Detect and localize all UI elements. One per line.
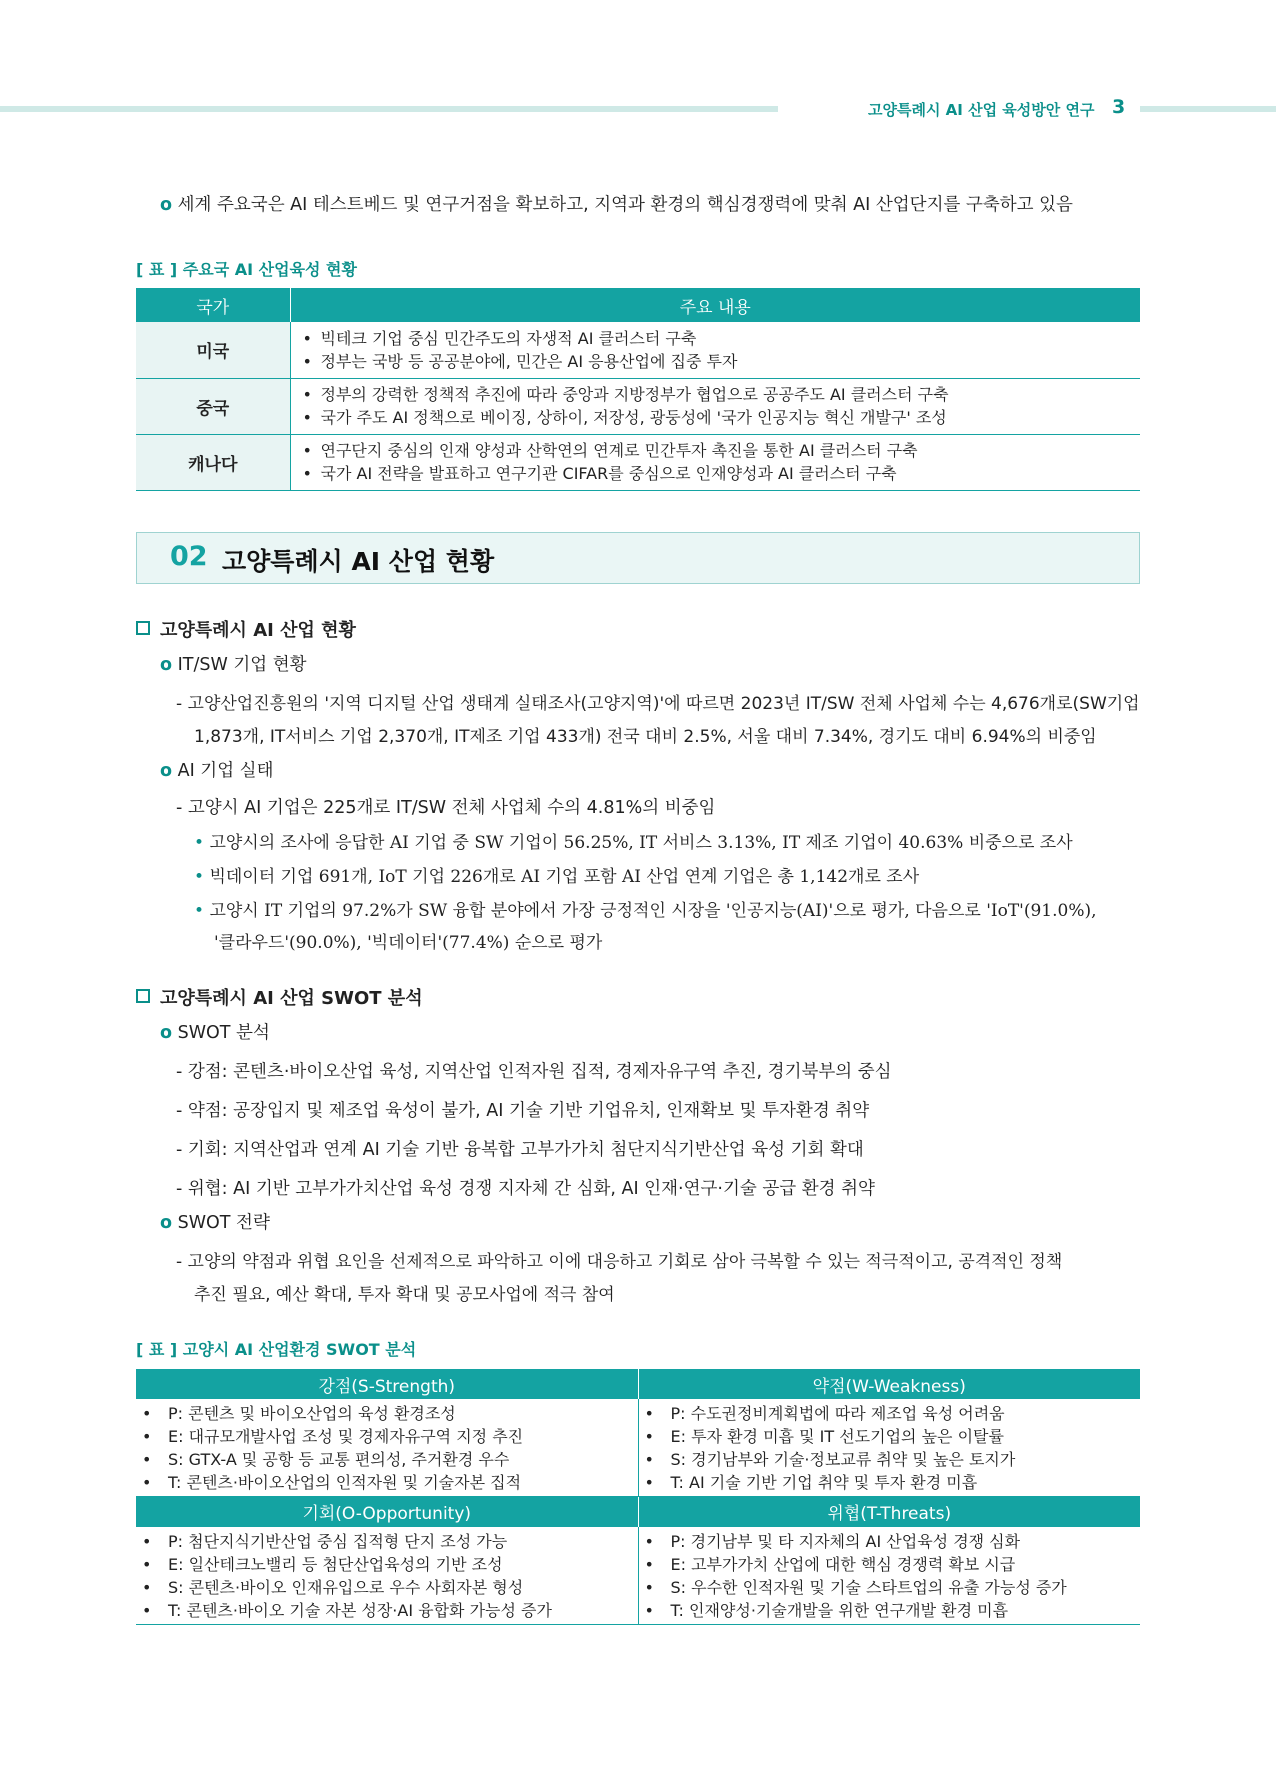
strategy-line-1: - 고양의 약점과 위협 요인을 선제적으로 파악하고 이에 대응하고 기회로 삼아 극복할 수 있는 적극적이고, 공격적인 정책 <box>176 1252 1063 1272</box>
header-rule-left <box>0 106 778 112</box>
swot-strategy-title: SWOT 전략 <box>177 1213 270 1233</box>
itsw-title: IT/SW 기업 현황 <box>177 655 307 675</box>
list-item: • 국가 주도 AI 정책으로 베이징, 상하이, 저장성, 광둥성에 '국가 인공지능 혁신 개발구' 조성 <box>297 406 1141 429</box>
list-item: • 빅테크 기업 중심 민간주도의 자생적 AI 클러스터 구축 <box>297 327 1141 350</box>
country-cell: 캐나다 <box>136 434 290 490</box>
list-item: • T: AI 기술 기반 기업 취약 및 투자 환경 미흡 <box>639 1471 1141 1494</box>
section-number: 02 <box>170 541 208 572</box>
section-title: 고양특례시 AI 산업 현황 <box>222 547 495 576</box>
ai-subheading <box>160 755 274 788</box>
strategy-line-2: 추진 필요, 예산 확대, 투자 확대 및 공모사업에 적극 참여 <box>194 1285 615 1305</box>
dot-bullet-icon: • <box>194 833 210 853</box>
list-item: • E: 일산테크노밸리 등 첨단산업육성의 기반 조성 <box>136 1553 638 1576</box>
swot-heading: 고양특례시 AI 산업 SWOT 분석 <box>136 984 423 1010</box>
circle-bullet-icon: o <box>160 655 173 675</box>
list-item: • P: 경기남부 및 타 지자체의 AI 산업육성 경쟁 심화 <box>639 1530 1141 1553</box>
itsw-subheading <box>160 649 307 682</box>
list-item: • T: 인재양성·기술개발을 위한 연구개발 환경 미흡 <box>639 1599 1141 1622</box>
intro-text: 세계 주요국은 AI 테스트베드 및 연구거점을 확보하고, 지역과 환경의 핵심경쟁력에 맞춰 AI 산업단지를 구축하고 있음 <box>177 195 1073 215</box>
opportunity-cell <box>136 1527 638 1625</box>
swot-table <box>136 1369 1140 1625</box>
strength-header: 강점(S-Strength) <box>136 1369 638 1399</box>
ai-title: AI 기업 실태 <box>177 761 274 781</box>
weakness-cell <box>638 1399 1140 1497</box>
table-row <box>136 378 1140 434</box>
list-item: • E: 투자 환경 미흡 및 IT 선도기업의 높은 이탈률 <box>639 1425 1141 1448</box>
swot-analysis-subheading <box>160 1017 270 1050</box>
table1-caption: [ 표 ] 주요국 AI 산업육성 현황 <box>136 260 357 279</box>
list-item: • P: 콘텐츠 및 바이오산업의 육성 환경조성 <box>136 1402 638 1425</box>
header-rule-right <box>1140 106 1276 112</box>
opportunity-header: 기회(O-Opportunity) <box>136 1497 638 1527</box>
list-item: • 연구단지 중심의 인재 양성과 산학연의 연계로 민간투자 촉진을 통한 AI 클러스터 구축 <box>297 439 1141 462</box>
swot-line-weakness: - 약점: 공장입지 및 제조업 육성이 불가, AI 기술 기반 기업유치, 인재확보 및 투자환경 취약 <box>176 1101 870 1121</box>
threats-cell <box>638 1527 1140 1625</box>
swot-line-strength: - 강점: 콘텐츠·바이오산업 육성, 지역산업 인적자원 집적, 경제자유구역 추진, 경기북부의 중심 <box>176 1062 892 1082</box>
list-item: • E: 고부가가치 산업에 대한 핵심 경쟁력 확보 시급 <box>639 1553 1141 1576</box>
dot-bullet-icon: • <box>194 901 210 921</box>
circle-bullet-icon: o <box>160 195 173 215</box>
list-item: • S: 콘텐츠·바이오 인재유입으로 우수 사회자본 형성 <box>136 1576 638 1599</box>
table-row <box>136 434 1140 490</box>
swot-line-threat: - 위협: AI 기반 고부가가치산업 육성 경쟁 지자체 간 심화, AI 인재·연구·기술 공급 환경 취약 <box>176 1179 875 1199</box>
swot-analysis-title: SWOT 분석 <box>177 1023 270 1043</box>
ai-bullet-3-continued: '클라우드'(90.0%), '빅데이터'(77.4%) 순으로 평가 <box>214 933 603 953</box>
table1-header-content: 주요 내용 <box>290 288 1140 322</box>
circle-bullet-icon: o <box>160 1213 173 1233</box>
circle-bullet-icon: o <box>160 761 173 781</box>
list-item: • P: 수도권정비계획법에 따라 제조업 육성 어려움 <box>639 1402 1141 1425</box>
swot-strategy-subheading <box>160 1207 270 1240</box>
swot-line-opportunity: - 기회: 지역산업과 연계 AI 기술 기반 융복합 고부가가치 첨단지식기반산업 육성 기회 확대 <box>176 1140 864 1160</box>
weakness-header: 약점(W-Weakness) <box>638 1369 1140 1399</box>
list-item: • S: 우수한 인적자원 및 기술 스타트업의 유출 가능성 증가 <box>639 1576 1141 1599</box>
running-header-title: 고양특례시 AI 산업 육성방안 연구 <box>868 101 1095 119</box>
ai-bullet-3: • 고양시 IT 기업의 97.2%가 SW 융합 분야에서 가장 긍정적인 시장을 '인공지능(AI)'으로 평가, 다음으로 'IoT'(91.0%), <box>194 901 1097 921</box>
list-item: • 정부는 국방 등 공공분야에, 민간은 AI 응용산업에 집중 투자 <box>297 350 1141 373</box>
table1-header-country: 국가 <box>136 288 290 322</box>
threats-header: 위협(T-Threats) <box>638 1497 1140 1527</box>
list-item: • T: 콘텐츠·바이오 기술 자본 성장·AI 융합화 가능성 증가 <box>136 1599 638 1622</box>
list-item: • P: 첨단지식기반산업 중심 집적형 단지 조성 가능 <box>136 1530 638 1553</box>
itsw-line-1: - 고양산업진흥원의 '지역 디지털 산업 생태계 실태조사(고양지역)'에 따르면 2023년 IT/SW 전체 사업체 수는 4,676개로(SW기업 <box>176 694 1140 714</box>
itsw-line-2: 1,873개, IT서비스 기업 2,370개, IT제조 기업 433개) 전국 대비 2.5%, 서울 대비 7.34%, 경기도 대비 6.94%의 비중임 <box>194 727 1097 747</box>
country-cell: 중국 <box>136 378 290 434</box>
list-item: • T: 콘텐츠·바이오산업의 인적자원 및 기술자본 집적 <box>136 1471 638 1494</box>
ai-bullet-1: • 고양시의 조사에 응답한 AI 기업 중 SW 기업이 56.25%, IT 서비스 3.13%, IT 제조 기업이 40.63% 비중으로 조사 <box>194 833 1073 853</box>
country-cell: 미국 <box>136 322 290 378</box>
ai-bullet-2: • 빅데이터 기업 691개, IoT 기업 226개로 AI 기업 포함 AI 산업 연계 기업은 총 1,142개로 조사 <box>194 867 920 887</box>
major-countries-table <box>136 288 1140 491</box>
list-item: • 정부의 강력한 정책적 추진에 따라 중앙과 지방정부가 협업으로 공공주도 AI 클러스터 구축 <box>297 383 1141 406</box>
ai-line: - 고양시 AI 기업은 225개로 IT/SW 전체 사업체 수의 4.81%의 비중임 <box>176 798 716 818</box>
strength-cell <box>136 1399 638 1497</box>
list-item: • S: GTX-A 및 공항 등 교통 편의성, 주거환경 우수 <box>136 1448 638 1471</box>
page-number: 3 <box>1112 96 1126 118</box>
intro-paragraph <box>160 189 1073 222</box>
table2-caption: [ 표 ] 고양시 AI 산업환경 SWOT 분석 <box>136 1340 417 1359</box>
list-item: • S: 경기남부와 기술·정보교류 취약 및 높은 토지가 <box>639 1448 1141 1471</box>
list-item: • E: 대규모개발사업 조성 및 경제자유구역 지정 추진 <box>136 1425 638 1448</box>
dot-bullet-icon: • <box>194 867 210 887</box>
table-row <box>136 322 1140 378</box>
status-heading: 고양특례시 AI 산업 현황 <box>136 616 356 642</box>
list-item: • 국가 AI 전략을 발표하고 연구기관 CIFAR를 중심으로 인재양성과 AI 클러스터 구축 <box>297 462 1141 485</box>
circle-bullet-icon: o <box>160 1023 173 1043</box>
